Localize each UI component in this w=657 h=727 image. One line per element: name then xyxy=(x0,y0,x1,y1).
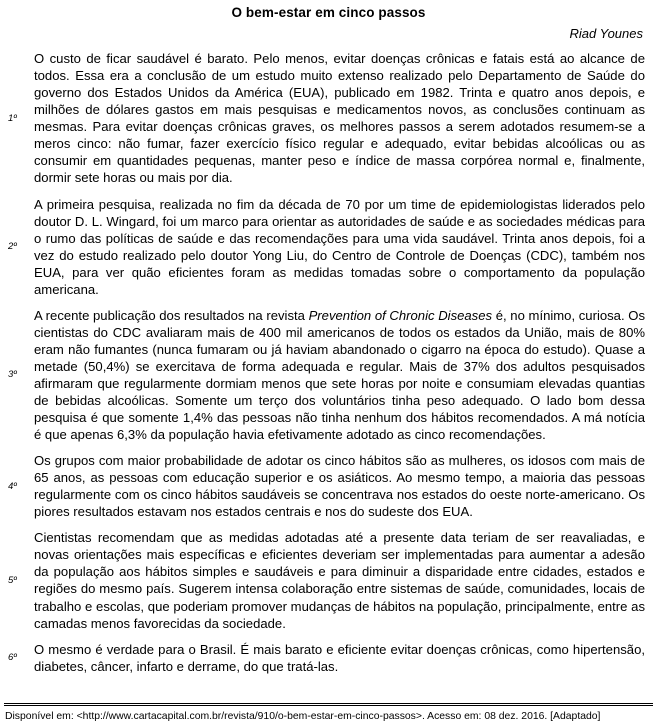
source-citation: Disponível em: <http://www.cartacapital.com.br/revista/910/o-bem-estar-em-cinco-passos>. Acesso em: 08 dez. 2016. [Adaptado] xyxy=(4,710,653,724)
paragraph-3-trailing-text: é, no mínimo, curiosa. Os cientistas do CDC avaliaram mais de 400 mil americanos de todos os estados da União, mais de 80% eram não fumantes (nunca fumaram ou já haviam abandonado o cigarro na época do estudo). Quase a metade (50,4%) se exercitava de forma adequada e regular. Mais de 37% dos adultos pesquisados afirmaram que regularmente dormiam menos que sete horas por noite e consumiam elevadas quantias de bebidas alcoólicas. Somente um terço dos voluntários tinha peso adequado. O lado bom dessa pesquisa é que somente 1,4% das pessoas não tinha nenhum dos hábitos recomendados. A má notícia é que apenas 6,3% da população havia efetivamente adotado as cinco recomendações. xyxy=(34,308,645,442)
paragraph-text-2: A primeira pesquisa, realizada no fim da década de 70 por um time de epidemiologistas liderados pelo doutor D. L. Wingard, foi um marco para orientar as autoridades de saúde e as sociedades médicas para o rumo das políticas de saúde e das recomendações para uma vida saudável. Trinta anos depois, foi a vez do estudo realizado pelo doutor Yong Liu, do Centro de Controle de Doenças (CDC), também nos EUA, para ver quão eficientes foram as medidas tomadas sobre o comportamento da população americana. xyxy=(34,196,645,298)
paragraph-text-3 xyxy=(34,307,645,443)
paragraph-4 xyxy=(0,452,645,520)
paragraph-text-1: O custo de ficar saudável é barato. Pelo menos, evitar doenças crônicas e fatais está ao alcance de todos. Essa era a conclusão de um estudo muito extenso realizado pelo Departamento de Saúde do governo dos Estados Unidos da América (EUA), publicado em 1982. Trinta e quatro anos depois, e milhões de dólares gastos em mais pesquisas e medicamentos novos, as conclusões continuam as mesmas. Para evitar doenças crônicas graves, os melhores passos a serem adotados resumem-se a meros cinco: não fumar, fazer exercício físico regular e adequado, evitar bebidas alcoólicas ou as consumir em quantidades pequenas, manter peso e índice de massa corpórea normal e, finalmente, dormir sete horas ou mais por dia. xyxy=(34,50,645,186)
paragraph-3 xyxy=(0,307,645,443)
paragraph-marker-1: 1º xyxy=(0,114,34,124)
paragraph-marker-3: 3º xyxy=(0,370,34,380)
paragraph-marker-5: 5º xyxy=(0,576,34,586)
author-byline: Riad Younes xyxy=(0,26,657,42)
paragraph-2 xyxy=(0,196,645,298)
page-title: O bem-estar em cinco passos xyxy=(0,5,657,22)
article-body xyxy=(0,50,657,675)
paragraph-marker-6: 6º xyxy=(0,653,34,663)
paragraph-1 xyxy=(0,50,645,186)
paragraph-text-5: Cientistas recomendam que as medidas adotadas até a presente data teriam de ser reavaliadas, e novas orientações mais específicas e eficientes deveriam ser implementadas para aumentar a adesão da população aos hábitos simples e saudáveis e para diminuir a disparidade entre cidades, estados e regiões do mesmo país. Sugerem intensa colaboração entre sistemas de saúde, comunidades, locais de trabalho e escolas, que poderiam promover mudanças de hábitos na população, principalmente, entre as camadas menos favorecidas da sociedade. xyxy=(34,529,645,631)
document-page xyxy=(0,5,657,727)
paragraph-marker-4: 4º xyxy=(0,482,34,492)
source-footer xyxy=(0,703,657,727)
horizontal-divider xyxy=(4,703,653,706)
paragraph-marker-2: 2º xyxy=(0,242,34,252)
paragraph-5 xyxy=(0,529,645,631)
paragraph-3-lead-text: A recente publicação dos resultados na revista xyxy=(34,308,309,323)
journal-title-citation: Prevention of Chronic Diseases xyxy=(309,308,492,323)
paragraph-text-4: Os grupos com maior probabilidade de adotar os cinco hábitos são as mulheres, os idosos com mais de 65 anos, as pessoas com educação superior e os asiáticos. Ao mesmo tempo, a maioria das pessoas regularmente com os cinco hábitos saudáveis se concentrava nos estados do oeste norte-americano. Os piores resultados estavam nos estados centrais e nos do sudeste dos EUA. xyxy=(34,452,645,520)
paragraph-text-6: O mesmo é verdade para o Brasil. É mais barato e eficiente evitar doenças crônicas, como hipertensão, diabetes, câncer, infarto e derrame, do que tratá-las. xyxy=(34,641,645,675)
paragraph-6 xyxy=(0,641,645,675)
